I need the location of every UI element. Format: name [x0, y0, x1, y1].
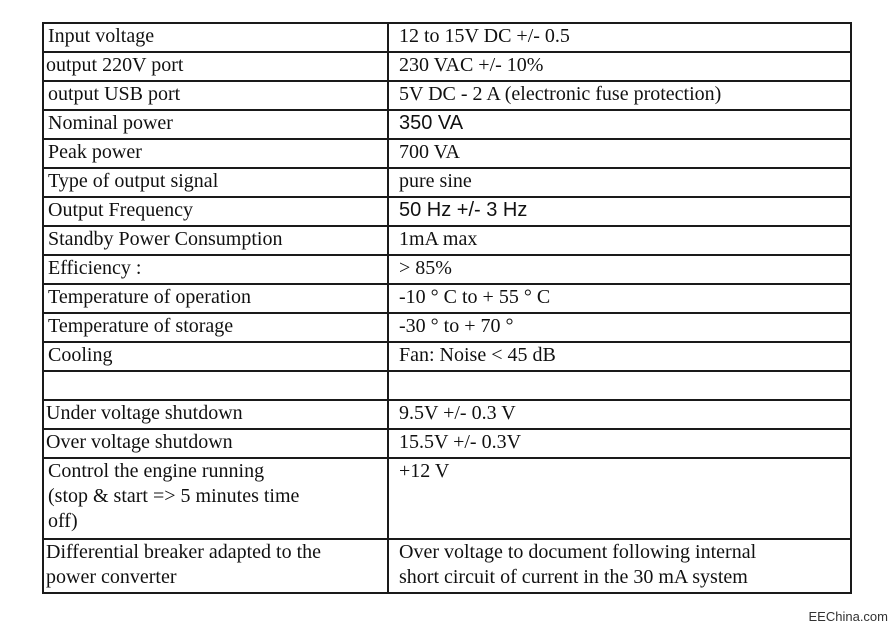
- row-label: [43, 539, 388, 593]
- row-label-line: off): [48, 510, 78, 532]
- row-value-line: short circuit of current in the 30 mA system: [399, 566, 748, 588]
- table-row: [43, 284, 851, 313]
- row-value: 700 VA: [388, 139, 851, 168]
- table-row: [43, 168, 851, 197]
- table-row: [43, 539, 851, 593]
- table-row: [43, 313, 851, 342]
- row-label-line: Differential breaker adapted to the: [46, 541, 322, 563]
- row-value: -30 ° to + 70 °: [388, 313, 851, 342]
- row-value: 1mA max: [388, 226, 851, 255]
- watermark: EEChina.com: [808, 609, 888, 624]
- row-label: Output Frequency: [43, 197, 388, 226]
- row-value: Fan: Noise < 45 dB: [388, 342, 851, 371]
- row-label: Type of output signal: [43, 168, 388, 197]
- row-label: output 220V port: [43, 52, 388, 81]
- row-label: Input voltage: [43, 23, 388, 52]
- row-label: Under voltage shutdown: [43, 400, 388, 429]
- row-label: Temperature of operation: [43, 284, 388, 313]
- row-label-line: Control the engine running: [48, 460, 265, 482]
- row-label: Temperature of storage: [43, 313, 388, 342]
- table-row: [43, 139, 851, 168]
- row-label-line: (stop & start => 5 minutes time: [48, 485, 300, 507]
- row-label-line: power converter: [46, 566, 177, 588]
- row-value: 230 VAC +/- 10%: [388, 52, 851, 81]
- spec-table: [42, 22, 852, 594]
- row-value: > 85%: [388, 255, 851, 284]
- row-value: 50 Hz +/- 3 Hz: [388, 197, 851, 226]
- row-value: 350 VA: [388, 110, 851, 139]
- table-row: [43, 342, 851, 371]
- table-row: [43, 458, 851, 539]
- row-label: Cooling: [43, 342, 388, 371]
- row-label: Efficiency :: [43, 255, 388, 284]
- row-label: Nominal power: [43, 110, 388, 139]
- row-label: Peak power: [43, 139, 388, 168]
- table-row: [43, 400, 851, 429]
- row-value: 9.5V +/- 0.3 V: [388, 400, 851, 429]
- table-row: [43, 81, 851, 110]
- table-row: [43, 197, 851, 226]
- table-row-empty: [43, 371, 851, 400]
- table-row: [43, 52, 851, 81]
- row-value: [388, 371, 851, 400]
- row-value: 15.5V +/- 0.3V: [388, 429, 851, 458]
- row-value: 12 to 15V DC +/- 0.5: [388, 23, 851, 52]
- row-label: [43, 458, 388, 539]
- row-label: Standby Power Consumption: [43, 226, 388, 255]
- table-row: [43, 429, 851, 458]
- row-value: [388, 539, 851, 593]
- row-label: [43, 371, 388, 400]
- row-value-line: Over voltage to document following internal: [399, 541, 757, 563]
- table-row: [43, 226, 851, 255]
- row-value: +12 V: [388, 458, 851, 539]
- row-value: -10 ° C to + 55 ° C: [388, 284, 851, 313]
- table-row: [43, 23, 851, 52]
- row-value: pure sine: [388, 168, 851, 197]
- row-value: 5V DC - 2 A (electronic fuse protection): [388, 81, 851, 110]
- table-row: [43, 110, 851, 139]
- row-label: output USB port: [43, 81, 388, 110]
- row-label: Over voltage shutdown: [43, 429, 388, 458]
- table-row: [43, 255, 851, 284]
